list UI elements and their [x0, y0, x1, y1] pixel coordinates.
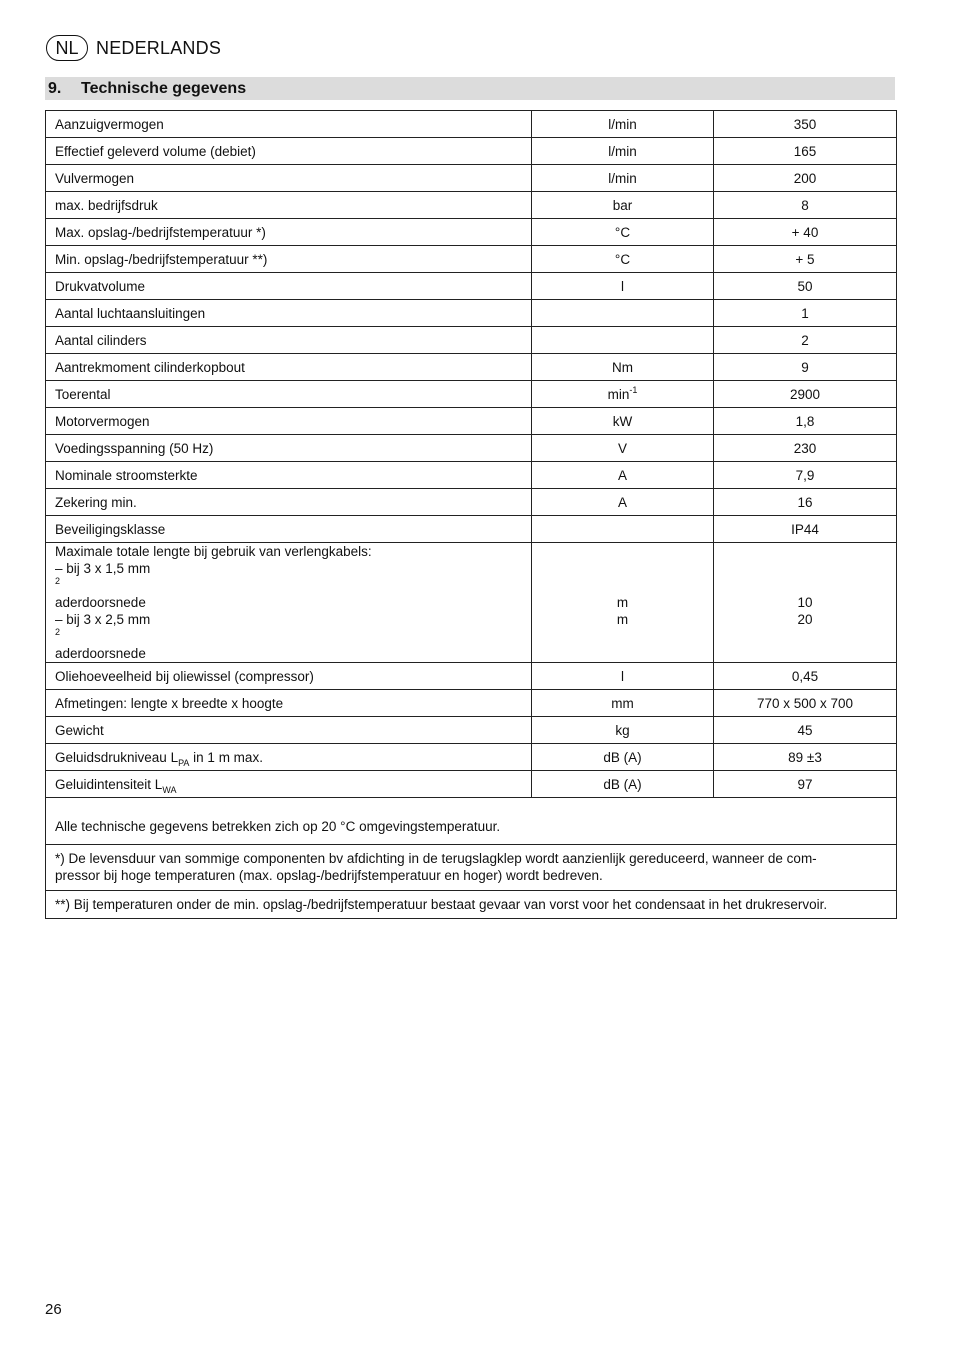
row-unit: l [532, 273, 714, 300]
row-label: Zekering min. [46, 489, 532, 516]
row-unit: °C [532, 219, 714, 246]
technical-data-table [45, 110, 897, 919]
value-line: 20 [797, 612, 813, 627]
label-line: – bij 3 x 1,5 mm $^2$ aderdoorsnede [55, 561, 151, 610]
row-value: 9 [714, 354, 897, 381]
spacer-row [46, 798, 897, 816]
language-header [46, 34, 221, 62]
table-row [46, 435, 897, 462]
row-label: Afmetingen: lengte x breedte x hoogte [46, 690, 532, 717]
row-unit: l/min [532, 165, 714, 192]
table-row [46, 300, 897, 327]
row-unit: A [532, 489, 714, 516]
unit-line: m [616, 612, 629, 627]
row-label: Aantrekmoment cilinderkopbout [46, 354, 532, 381]
row-value: 2900 [714, 381, 897, 408]
row-unit [532, 300, 714, 327]
row-value: 45 [714, 717, 897, 744]
row-label: Geluidintensiteit $L_{WA}$ [46, 771, 532, 798]
table-row [46, 246, 897, 273]
table-row [46, 663, 897, 690]
row-value: IP44 [714, 516, 897, 543]
table-row [46, 543, 897, 663]
row-unit [532, 543, 714, 663]
note-text: Alle technische gegevens betrekken zich op 20 °C omgevingstemperatuur. [46, 816, 897, 845]
row-value: 50 [714, 273, 897, 300]
row-value: 350 [714, 111, 897, 138]
row-unit: dB (A) [532, 744, 714, 771]
row-value: 8 [714, 192, 897, 219]
row-label: Effectief geleverd volume (debiet) [46, 138, 532, 165]
row-unit: Nm [532, 354, 714, 381]
table-row [46, 354, 897, 381]
unit-base: min [607, 386, 630, 402]
row-label: Motorvermogen [46, 408, 532, 435]
row-label: Voedingsspanning (50 Hz) [46, 435, 532, 462]
language-code-badge: NL [46, 35, 88, 61]
row-value: 200 [714, 165, 897, 192]
row-label: Geluidsdrukniveau $L_{PA}$ in 1 m max. [46, 744, 532, 771]
row-unit: mm [532, 690, 714, 717]
section-title: Technische gegevens [81, 79, 247, 97]
row-unit: V [532, 435, 714, 462]
note-text: **) Bij temperaturen onder de min. opslag-/bedrijfstemperatuur bestaat gevaar van vorst voor het condensaat in het drukreservoir. [46, 890, 897, 918]
table-row [46, 192, 897, 219]
row-unit: kW [532, 408, 714, 435]
row-label: Beveiligingsklasse [46, 516, 532, 543]
row-label: Toerental [46, 381, 532, 408]
row-unit: dB (A) [532, 771, 714, 798]
row-value: 16 [714, 489, 897, 516]
table-row [46, 462, 897, 489]
row-label: Aantal cilinders [46, 327, 532, 354]
section-heading [45, 77, 895, 100]
table-row [46, 489, 897, 516]
table-row [46, 138, 897, 165]
row-label: Gewicht [46, 717, 532, 744]
section-number: 9. [48, 79, 62, 97]
row-unit [532, 381, 714, 408]
row-value: 165 [714, 138, 897, 165]
row-value: 1,8 [714, 408, 897, 435]
table-row [46, 273, 897, 300]
table-row [46, 381, 897, 408]
row-value: + 40 [714, 219, 897, 246]
row-value: + 5 [714, 246, 897, 273]
row-label: Aantal luchtaansluitingen [46, 300, 532, 327]
table-row [46, 744, 897, 771]
table-row [46, 327, 897, 354]
language-name: NEDERLANDS [96, 37, 222, 58]
row-value: 7,9 [714, 462, 897, 489]
label-line: Maximale totale lengte bij gebruik van verlengkabels: [55, 544, 372, 559]
row-unit: A [532, 462, 714, 489]
note-general [46, 816, 897, 845]
unit-exponent: -1 [629, 384, 638, 395]
row-value: 230 [714, 435, 897, 462]
row-unit: l [532, 663, 714, 690]
label-line: – bij 3 x 2,5 mm $^2$ aderdoorsnede [55, 612, 151, 661]
row-label: Oliehoeveelheid bij oliewissel (compressor) [46, 663, 532, 690]
row-value: 97 [714, 771, 897, 798]
row-value: 2 [714, 327, 897, 354]
row-unit: bar [532, 192, 714, 219]
row-label: Min. opslag-/bedrijfstemperatuur **) [46, 246, 532, 273]
note-footnote-1 [46, 844, 897, 890]
row-label: Nominale stroomsterkte [46, 462, 532, 489]
row-unit [532, 516, 714, 543]
row-value: 0,45 [714, 663, 897, 690]
row-value: 89 ±3 [714, 744, 897, 771]
table-row [46, 408, 897, 435]
table-row [46, 516, 897, 543]
page-number: 26 [45, 1301, 62, 1318]
row-unit [532, 327, 714, 354]
row-unit: kg [532, 717, 714, 744]
note-footnote-2 [46, 890, 897, 918]
value-line: 10 [797, 595, 813, 610]
table-row [46, 717, 897, 744]
row-value [714, 543, 897, 663]
unit-line: m [616, 595, 629, 610]
row-label [46, 543, 532, 663]
row-value: 1 [714, 300, 897, 327]
table-row [46, 690, 897, 717]
row-label: Vulvermogen [46, 165, 532, 192]
row-label: Drukvatvolume [46, 273, 532, 300]
row-value: 770 x 500 x 700 [714, 690, 897, 717]
table-row [46, 111, 897, 138]
row-label: Max. opslag-/bedrijfstemperatuur *) [46, 219, 532, 246]
row-unit: l/min [532, 138, 714, 165]
table-row [46, 165, 897, 192]
row-unit: °C [532, 246, 714, 273]
row-label: Aanzuigvermogen [46, 111, 532, 138]
row-label: max. bedrijfsdruk [46, 192, 532, 219]
note-text: *) De levensduur van sommige componenten bv afdichting in de terugslagklep wordt aanzienlijk gereduceerd, wanneer de com- pressor bij hoge temperaturen (max. opslag-/bedrijfstemperatuur en hoger) wordt bedreven. [46, 844, 897, 890]
table-row [46, 219, 897, 246]
table-row [46, 771, 897, 798]
row-unit: l/min [532, 111, 714, 138]
